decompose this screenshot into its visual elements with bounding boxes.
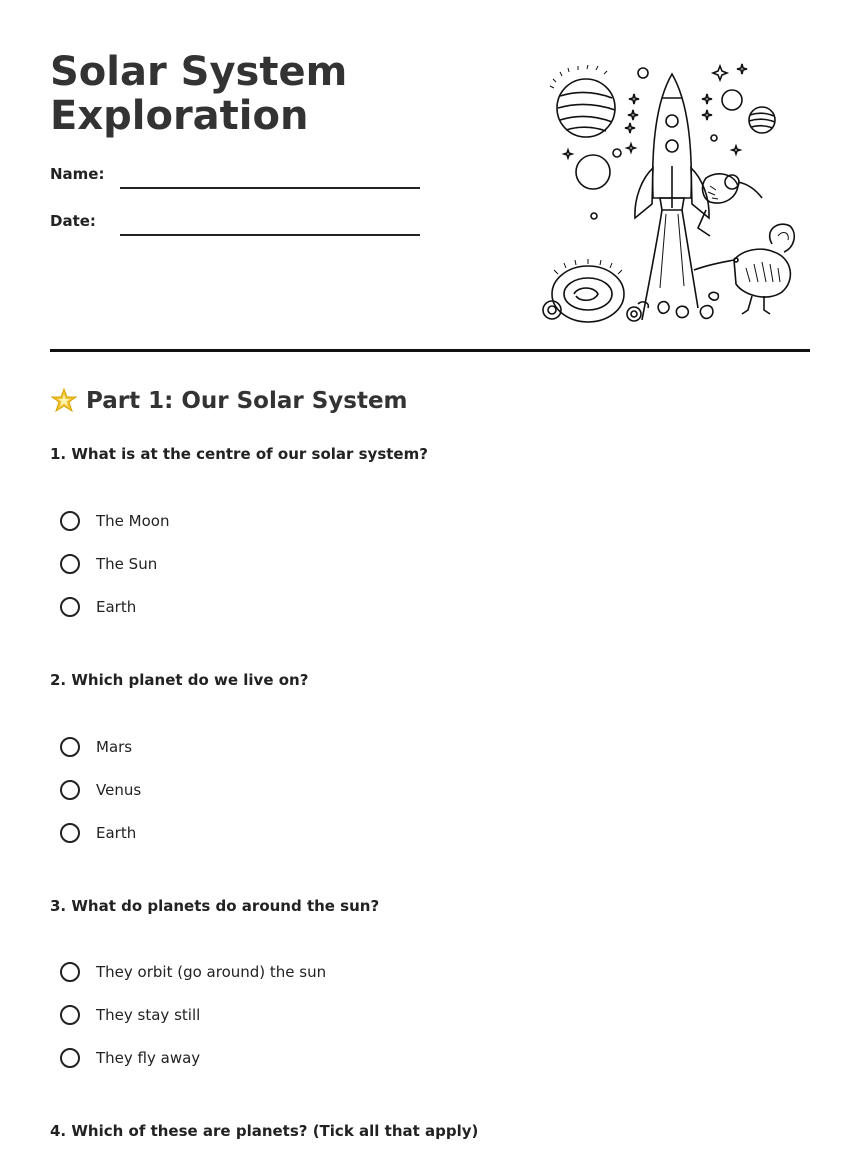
option-label: They stay still bbox=[96, 1006, 201, 1024]
name-label: Name: bbox=[50, 165, 105, 183]
title-line-1: Solar System bbox=[50, 49, 348, 95]
radio-button[interactable] bbox=[60, 597, 80, 617]
section-title bbox=[50, 387, 408, 415]
name-field[interactable] bbox=[120, 187, 420, 189]
question-3-option-2[interactable] bbox=[60, 1005, 200, 1025]
radio-button[interactable] bbox=[60, 780, 80, 800]
radio-button[interactable] bbox=[60, 554, 80, 574]
swirl-planet-icon bbox=[543, 259, 641, 322]
option-label: Mars bbox=[96, 738, 133, 756]
question-4: 4. Which of these are planets? (Tick all that apply) bbox=[50, 1122, 479, 1140]
sparkle-icon bbox=[713, 66, 727, 80]
question-3-option-1[interactable] bbox=[60, 962, 326, 982]
option-label: They orbit (go around) the sun bbox=[96, 963, 327, 981]
option-label: They fly away bbox=[96, 1049, 201, 1067]
radio-button[interactable] bbox=[60, 962, 80, 982]
question-1-option-1[interactable] bbox=[60, 511, 169, 531]
question-2-option-1[interactable] bbox=[60, 737, 132, 757]
question-1: 1. What is at the centre of our solar system? bbox=[50, 445, 428, 463]
radio-button[interactable] bbox=[60, 1048, 80, 1068]
option-label: Earth bbox=[96, 824, 137, 842]
header-divider bbox=[50, 349, 810, 352]
question-2-option-3[interactable] bbox=[60, 823, 136, 843]
swirl-icon bbox=[658, 302, 669, 314]
question-1-option-2[interactable] bbox=[60, 554, 157, 574]
date-field[interactable] bbox=[120, 234, 420, 236]
rocket-planets-kiwi-illustration bbox=[538, 58, 800, 328]
option-label: The Sun bbox=[96, 555, 158, 573]
small-planet-icon bbox=[749, 107, 775, 133]
worksheet-title bbox=[50, 50, 480, 138]
radio-button[interactable] bbox=[60, 737, 80, 757]
date-label: Date: bbox=[50, 212, 96, 230]
question-2: 2. Which planet do we live on? bbox=[50, 671, 309, 689]
option-label: Earth bbox=[96, 598, 137, 616]
kiwi-bird-icon bbox=[694, 224, 794, 314]
radio-button[interactable] bbox=[60, 511, 80, 531]
option-label: The Moon bbox=[96, 512, 170, 530]
question-3-option-3[interactable] bbox=[60, 1048, 200, 1068]
star-icon bbox=[50, 387, 78, 415]
rocket-icon bbox=[635, 74, 709, 320]
kiwi-bird-icon bbox=[698, 174, 762, 236]
option-label: Venus bbox=[96, 781, 142, 799]
question-3: 3. What do planets do around the sun? bbox=[50, 897, 380, 915]
title-line-2: Exploration bbox=[50, 93, 309, 139]
section-title-text: Part 1: Our Solar System bbox=[86, 388, 408, 414]
striped-planet-icon bbox=[550, 65, 615, 137]
radio-button[interactable] bbox=[60, 1005, 80, 1025]
radio-button[interactable] bbox=[60, 823, 80, 843]
question-1-option-3[interactable] bbox=[60, 597, 136, 617]
question-2-option-2[interactable] bbox=[60, 780, 141, 800]
